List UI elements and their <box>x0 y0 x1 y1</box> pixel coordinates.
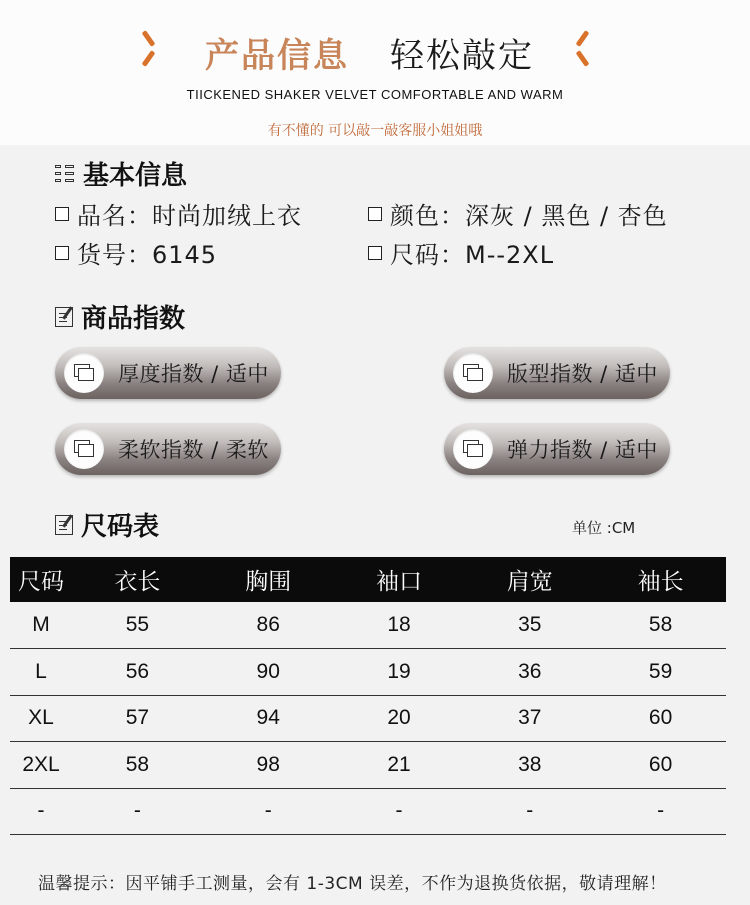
index-pill-thickness <box>55 347 281 399</box>
table-cell: 2XL <box>10 742 72 789</box>
copy-squares-icon <box>64 353 104 393</box>
table-cell: XL <box>10 695 72 742</box>
index-pill-elasticity <box>444 423 670 475</box>
table-row <box>10 649 726 696</box>
table-row <box>10 742 726 789</box>
checkbox-icon <box>55 246 69 260</box>
title-main: 轻松敲定 <box>390 36 534 76</box>
info-size-range <box>368 235 554 270</box>
title-row <box>0 28 750 76</box>
list-grid-icon <box>55 164 75 184</box>
table-cell: 37 <box>464 695 595 742</box>
product-name-text: 品名：时尚加绒上衣 <box>77 202 302 230</box>
indices-heading <box>55 298 185 335</box>
copy-squares-icon <box>453 353 493 393</box>
basic-info-heading <box>55 155 187 192</box>
column-header: 胸围 <box>245 569 292 595</box>
table-cell: 20 <box>334 695 465 742</box>
table-cell: 58 <box>595 602 726 649</box>
size-chart-heading <box>55 506 159 543</box>
index-label: 柔软指数 / 柔软 <box>118 438 269 462</box>
table-cell: 36 <box>464 649 595 696</box>
table-cell: - <box>334 788 465 835</box>
table-cell: - <box>10 788 72 835</box>
table-cell: 94 <box>203 695 334 742</box>
table-cell: 86 <box>203 602 334 649</box>
index-pill-fit <box>444 347 670 399</box>
table-cell: 60 <box>595 742 726 789</box>
unit-label: 单位 :CM <box>572 519 636 537</box>
table-cell: 98 <box>203 742 334 789</box>
table-cell: 57 <box>72 695 203 742</box>
table-cell: 21 <box>334 742 465 789</box>
size-range-text: 尺码：M--2XL <box>390 241 555 269</box>
table-cell: - <box>464 788 595 835</box>
size-chart-title: 尺码表 <box>81 512 160 542</box>
subtitle: TIICKENED SHAKER VELVET COMFORTABLE AND WARM <box>186 87 564 102</box>
table-row <box>10 602 726 649</box>
checkbox-icon <box>368 207 382 221</box>
copy-squares-icon <box>453 429 493 469</box>
column-header: 尺码 <box>18 569 64 595</box>
info-product-name <box>55 196 302 231</box>
index-label: 版型指数 / 适中 <box>507 362 658 386</box>
table-cell: 18 <box>334 602 465 649</box>
table-cell: 58 <box>72 742 203 789</box>
column-header: 袖口 <box>375 569 422 595</box>
size-table <box>10 557 726 835</box>
checkbox-icon <box>55 207 69 221</box>
edit-note-icon <box>55 515 73 535</box>
checkbox-icon <box>368 246 382 260</box>
table-row <box>10 788 726 835</box>
indices-title: 商品指数 <box>81 304 186 334</box>
table-cell: - <box>72 788 203 835</box>
column-header: 肩宽 <box>506 569 553 595</box>
table-cell: 59 <box>595 649 726 696</box>
header-banner <box>0 0 750 145</box>
table-cell: 38 <box>464 742 595 789</box>
right-bracket-icon <box>572 28 594 72</box>
item-number-text: 货号：6145 <box>77 241 218 269</box>
title-accent: 产品信息 <box>205 36 349 76</box>
table-cell: 56 <box>72 649 203 696</box>
index-label: 厚度指数 / 适中 <box>118 362 269 386</box>
table-cell: - <box>203 788 334 835</box>
basic-info-title: 基本信息 <box>83 161 188 191</box>
index-label: 弹力指数 / 适中 <box>507 438 658 462</box>
table-cell: L <box>10 649 72 696</box>
column-header: 袖长 <box>637 569 684 595</box>
customer-service-hint: 有不懂的 可以敲一敲客服小姐姐哦 <box>267 123 483 139</box>
table-cell: 90 <box>203 649 334 696</box>
edit-note-icon <box>55 307 73 327</box>
table-cell: 35 <box>464 602 595 649</box>
measurement-note: 温馨提示：因平铺手工测量，会有 1-3CM 误差，不作为退换货依据，敬请理解！ <box>38 874 667 894</box>
table-cell: 19 <box>334 649 465 696</box>
info-colors <box>368 196 668 231</box>
index-pill-softness <box>55 423 281 475</box>
colors-text: 颜色：深灰 / 黑色 / 杏色 <box>390 202 668 230</box>
copy-squares-icon <box>64 429 104 469</box>
info-item-number <box>55 235 217 270</box>
column-header: 衣长 <box>114 569 161 595</box>
table-cell: 55 <box>72 602 203 649</box>
table-cell: - <box>595 788 726 835</box>
table-row <box>10 695 726 742</box>
table-header-row <box>10 557 726 602</box>
table-cell: 60 <box>595 695 726 742</box>
left-bracket-icon <box>140 28 162 72</box>
table-cell: M <box>10 602 72 649</box>
